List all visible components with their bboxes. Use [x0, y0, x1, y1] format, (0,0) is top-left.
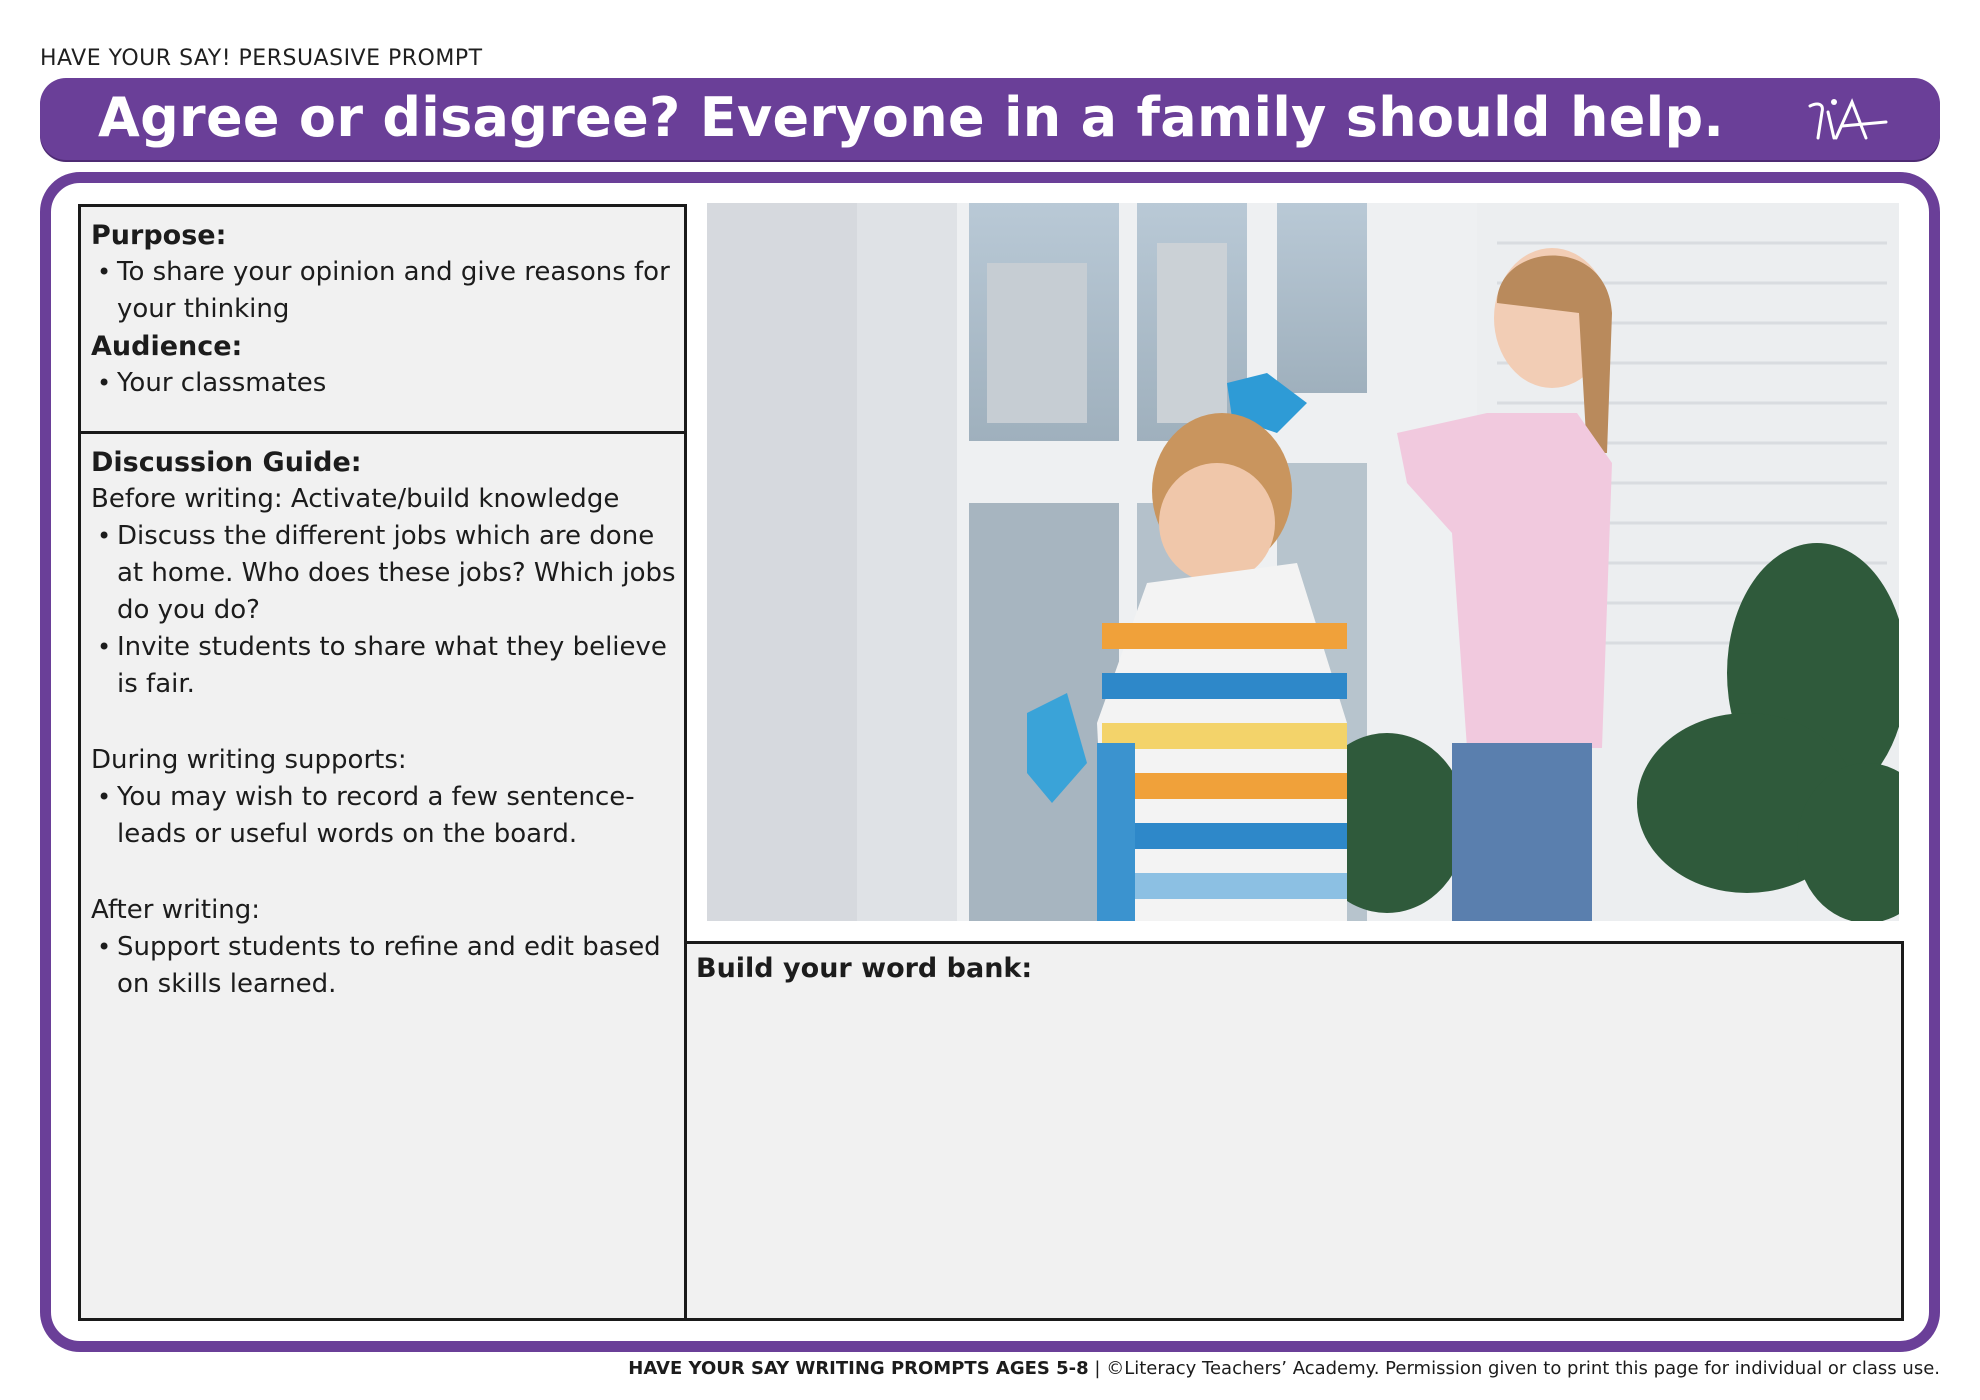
children-cleaning-photo: [707, 203, 1899, 921]
purpose-heading: Purpose:: [91, 220, 227, 251]
before-item: • Discuss the different jobs which are done at home. Who does these jobs? Which jobs do you do?: [91, 518, 676, 629]
discussion-guide-panel: [78, 431, 687, 1321]
before-writing-label: Before writing: Activate/build knowledge: [91, 484, 620, 514]
footer-separator: |: [1088, 1358, 1107, 1379]
during-item: • You may wish to record a few sentence-leads or useful words on the board.: [91, 779, 676, 853]
page-eyebrow: HAVE YOUR SAY! PERSUASIVE PROMPT: [40, 46, 483, 71]
before-item: • Invite students to share what they believe is fair.: [91, 629, 676, 703]
guide-heading: Discussion Guide:: [91, 447, 362, 478]
footer-rest: ©Literacy Teachers’ Academy. Permission given to print this page for individual or class use.: [1106, 1358, 1940, 1379]
page-title: Agree or disagree? Everyone in a family should help.: [98, 86, 1725, 149]
photo-illustration: [707, 203, 1899, 921]
word-bank-heading: Build your word bank:: [696, 953, 1033, 984]
after-item: • Support students to refine and edit based on skills learned.: [91, 929, 676, 1003]
audience-heading: Audience:: [91, 331, 243, 362]
footer-bold: HAVE YOUR SAY WRITING PROMPTS AGES 5-8: [628, 1358, 1089, 1379]
purpose-panel: [78, 204, 687, 434]
title-banner: [40, 78, 1940, 160]
audience-item: • Your classmates: [91, 365, 676, 402]
lta-logo-icon: [1804, 92, 1888, 146]
word-bank-panel: [684, 941, 1904, 1321]
after-writing-label: After writing:: [91, 895, 261, 925]
purpose-item: • To share your opinion and give reasons for your thinking: [91, 254, 676, 328]
footer-credit: [628, 1358, 1940, 1379]
during-writing-label: During writing supports:: [91, 745, 407, 775]
